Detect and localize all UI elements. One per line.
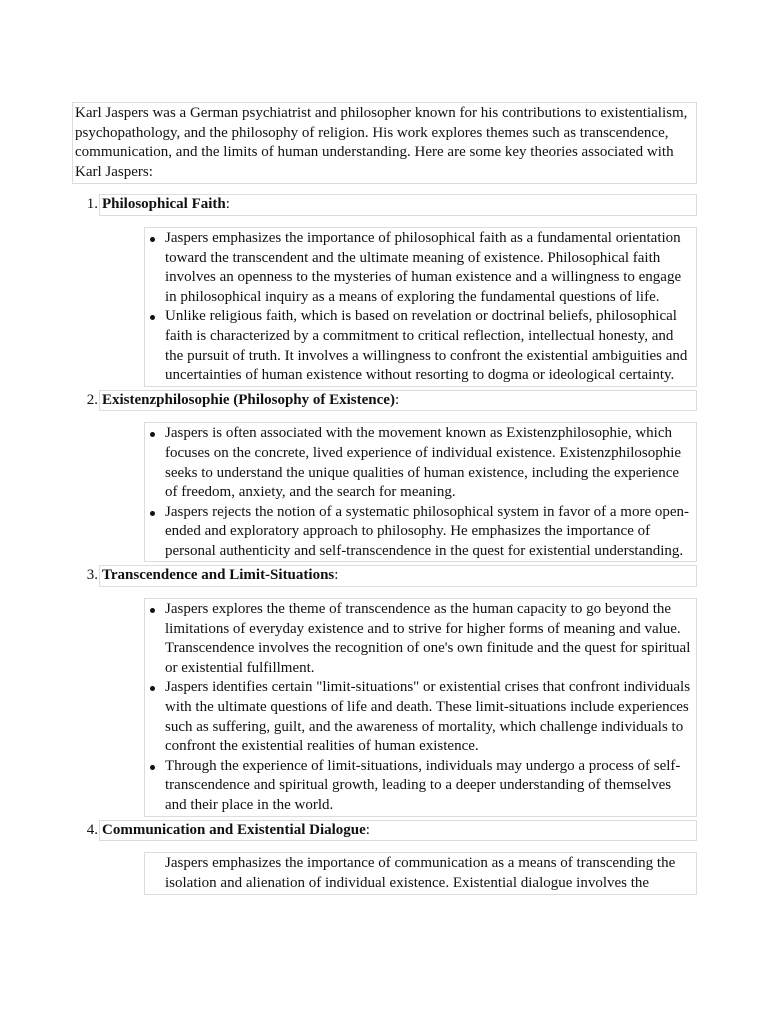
bullet-icon xyxy=(150,432,155,437)
list-item-text: Jaspers explores the theme of transcendence as the human capacity to go beyond the limitations of everyday existence and to strive for higher forms of meaning and value. Transcendence involves the recognition of one's own finitude and the quest for spiritual or existential fulfillment. xyxy=(165,601,691,676)
bullet-icon xyxy=(150,608,155,613)
list-item xyxy=(165,503,692,562)
bullet-icon xyxy=(150,765,155,770)
section-colon: : xyxy=(334,567,339,584)
bullet-list-existenzphilosophie xyxy=(144,422,697,562)
section-heading-transcendence xyxy=(86,565,697,587)
bullet-icon xyxy=(150,511,155,516)
bullet-list-philosophical-faith xyxy=(144,227,697,387)
section-colon: : xyxy=(365,821,370,838)
section-heading-communication xyxy=(86,820,697,842)
section-number: 3. xyxy=(86,567,98,584)
list-item xyxy=(165,757,692,816)
bullet-icon xyxy=(150,686,155,691)
section-number: 4. xyxy=(86,821,98,838)
section-colon: : xyxy=(225,196,230,213)
list-item xyxy=(165,600,692,678)
bullet-list-communication xyxy=(144,852,697,895)
intro-paragraph: Karl Jaspers was a German psychiatrist and philosopher known for his contributions to existentialism, psychopathology, and the philosophy of religion. His work explores themes such as transcendence, communication, and the limits of human understanding. Here are some key theories associated with Karl Jaspers: xyxy=(72,102,697,184)
list-item-text: Jaspers identifies certain "limit-situations" or existential crises that confront individuals with the ultimate questions of life and death. These limit-situations include experiences such as suffering, guilt, and the awareness of mortality, which challenge individuals to confront the existential realities of human existence. xyxy=(165,679,691,755)
section-number: 1. xyxy=(86,196,98,213)
list-item-text: Jaspers emphasizes the importance of philosophical faith as a fundamental orientation toward the transcendent and the ultimate meaning of existence. Philosophical faith involves an openness to the mysteries of human existence and a willingness to engage in philosophical inquiry as a means of exploring the fundamental questions of life. xyxy=(165,229,682,305)
section-title: Communication and Existential Dialogue xyxy=(102,821,366,838)
bullet-icon xyxy=(150,237,155,242)
section-title: Philosophical Faith xyxy=(102,196,226,213)
list-item-text: Jaspers emphasizes the importance of communication as a means of transcending the isolation and alienation of individual existence. Existential dialogue involves the xyxy=(165,855,676,891)
section-title: Existenzphilosophie (Philosophy of Existence) xyxy=(102,391,395,408)
list-item xyxy=(165,678,692,756)
list-item-text: Through the experience of limit-situations, individuals may undergo a process of self-transcendence and spiritual growth, leading to a deeper understanding of themselves and their place in the world. xyxy=(165,757,681,813)
list-item-text: Unlike religious faith, which is based on revelation or doctrinal beliefs, philosophical faith is characterized by a commitment to critical reflection, intellectual honesty, and the pursuit of truth. It involves a willingness to confront the existential ambiguities and uncertainties of human existence without resorting to dogma or ideological certainty. xyxy=(165,308,688,384)
section-title: Transcendence and Limit-Situations xyxy=(102,567,335,584)
list-item xyxy=(165,307,692,385)
list-item xyxy=(165,229,692,307)
section-heading-philosophical-faith xyxy=(86,194,697,216)
list-item xyxy=(165,424,692,502)
list-item-text: Jaspers rejects the notion of a systematic philosophical system in favor of a more open-ended and exploratory approach to philosophy. He emphasizes the importance of personal authenticity and self-transcendence in the quest for existential understanding. xyxy=(165,503,690,559)
section-colon: : xyxy=(394,391,400,408)
list-item xyxy=(165,854,692,894)
list-item-text: Jaspers is often associated with the movement known as Existenzphilosophie, which focuses on the concrete, lived experience of individual existence. Existenzphilosophie seeks to understand the unique qualities of human existence, including the experience of freedom, anxiety, and the search for meaning. xyxy=(165,425,682,501)
bullet-list-transcendence xyxy=(144,598,697,817)
section-heading-existenzphilosophie xyxy=(86,390,697,412)
document-body xyxy=(72,102,697,895)
bullet-icon xyxy=(150,315,155,320)
section-number: 2. xyxy=(86,391,98,408)
